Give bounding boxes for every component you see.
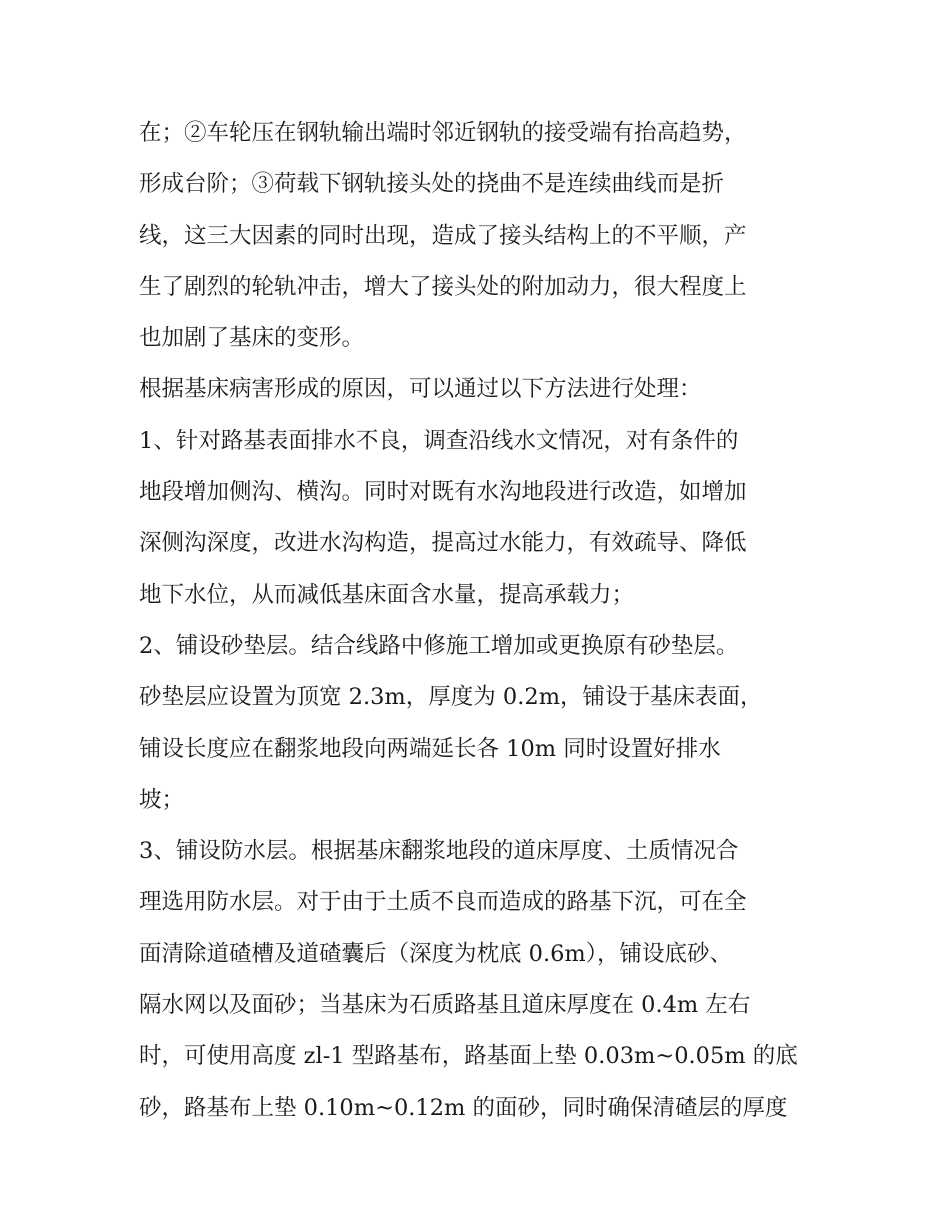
text-line: 地下水位，从而减低基床面含水量，提高承载力； (139, 581, 635, 608)
text-line: 生了剧烈的轮轨冲击，增大了接头处的附加动力，很大程度上 (139, 273, 747, 300)
text-line: 也加剧了基床的变形。 (139, 325, 365, 352)
text-line: 理选用防水层。对于由于土质不良而造成的路基下沉，可在全 (139, 889, 747, 916)
text-line: 地段增加侧沟、横沟。同时对既有水沟地段进行改造，如增加 (139, 479, 747, 506)
body-text (139, 108, 819, 1134)
text-line: 砂垫层应设置为顶宽 2.3m，厚度为 0.2m，铺设于基床表面， (139, 684, 763, 711)
text-line: 形成台阶；③荷载下钢轨接头处的挠曲不是连续曲线而是折 (139, 171, 725, 198)
text-line: 深侧沟深度，改进水沟构造，提高过水能力，有效疏导、降低 (139, 530, 747, 557)
text-line: 线，这三大因素的同时出现，造成了接头结构上的不平顺，产 (139, 222, 747, 249)
text-line: 面清除道碴槽及道碴囊后（深度为枕底 0.6m），铺设底砂、 (139, 940, 733, 967)
text-line: 坡； (139, 786, 185, 813)
text-line: 时，可使用高度 zl-1 型路基布，路基面上垫 0.03m~0.05m 的底 (139, 1043, 798, 1070)
text-line: 3、铺设防水层。根据基床翻浆地段的道床厚度、土质情况合 (139, 838, 739, 865)
text-line: 砂，路基布上垫 0.10m~0.12m 的面砂，同时确保清碴层的厚度 (139, 1094, 788, 1121)
text-line: 根据基床病害形成的原因，可以通过以下方法进行处理： (139, 376, 702, 403)
text-line: 隔水网以及面砂；当基床为石质路基且道床厚度在 0.4m 左右 (139, 992, 751, 1019)
text-line: 在；②车轮压在钢轨输出端时邻近钢轨的接受端有抬高趋势， (139, 120, 747, 146)
text-line: 铺设长度应在翻浆地段向两端延长各 10m 同时设置好排水 (139, 735, 721, 762)
text-line: 2、铺设砂垫层。结合线路中修施工增加或更换原有砂垫层。 (139, 632, 739, 659)
text-line: 1、针对路基表面排水不良，调查沿线水文情况，对有条件的 (139, 427, 739, 454)
